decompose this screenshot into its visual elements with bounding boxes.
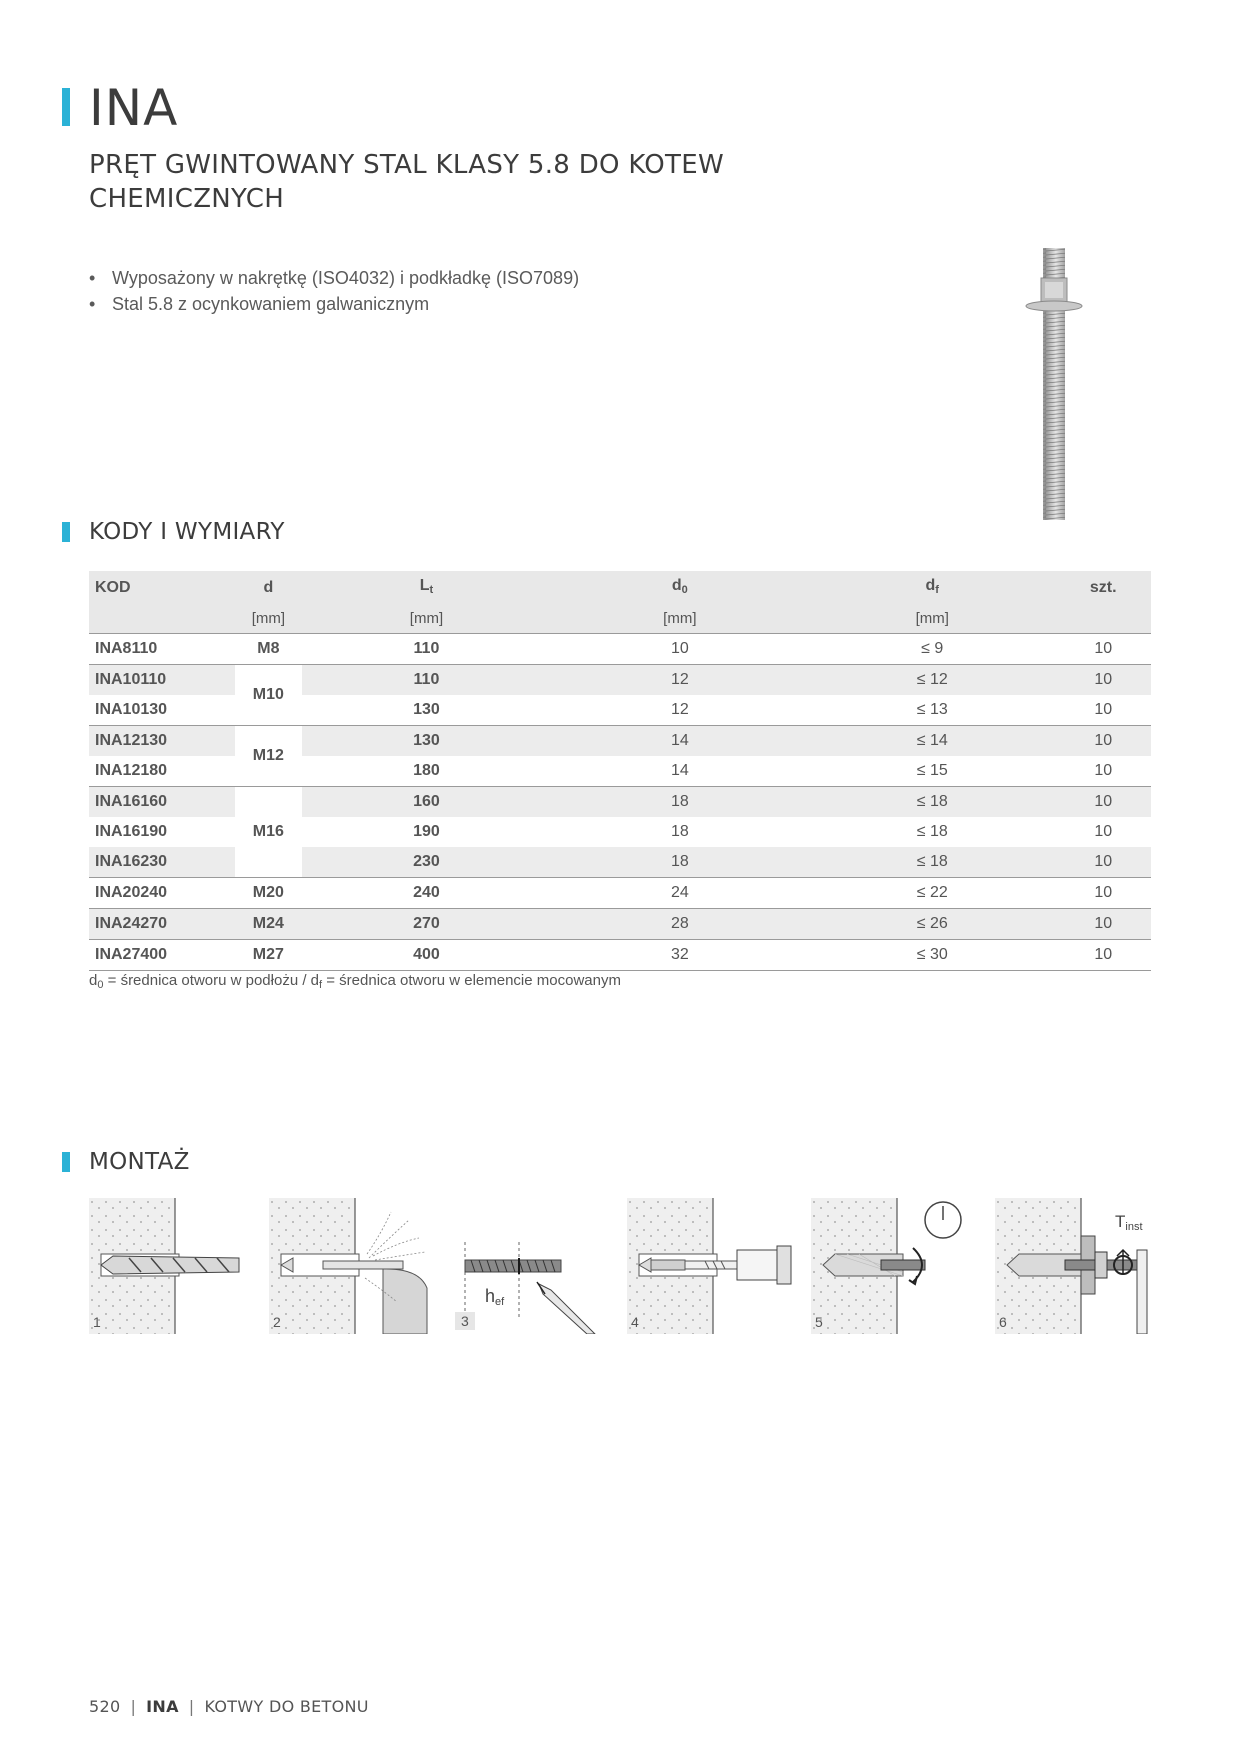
codes-dimensions-table	[89, 571, 1151, 971]
table-row: INA16230 230 18 ≤ 18 10	[89, 847, 1151, 878]
table-footnote: $d_0$ = średnica otworu w podłożu / $d_f$ = średnica otworu w elemencie mocowanym	[89, 972, 621, 991]
section-accent-bar	[62, 1152, 70, 1172]
assembly-step	[627, 1198, 799, 1334]
table-row: INA10130 130 12 ≤ 13 10	[89, 695, 1151, 726]
table-row: INA12130 M12 130 14 ≤ 14 10	[89, 726, 1151, 757]
step-number: 1	[93, 1314, 101, 1330]
tinst-label: $T_{inst}$	[1115, 1212, 1143, 1233]
table-row: INA27400 M27 400 32 ≤ 30 10	[89, 940, 1151, 971]
unit-d0: [mm]	[663, 610, 697, 627]
blow-out-hole-icon	[269, 1198, 439, 1334]
assembly-step	[269, 1198, 439, 1334]
unit-lt: [mm]	[409, 610, 444, 627]
table-row: INA16160 M16 160 18 ≤ 18 10	[89, 787, 1151, 818]
table-row: INA16190 190 18 ≤ 18 10	[95, 823, 1113, 840]
assembly-step	[811, 1198, 971, 1334]
section-title-assembly: MONTAŻ	[89, 1149, 190, 1175]
table-row: INA12180 180 14 ≤ 15 10	[89, 756, 1151, 787]
section-accent-bar	[62, 522, 70, 542]
page-title: INA	[89, 79, 179, 137]
step-number: 3	[455, 1312, 475, 1330]
assembly-step	[89, 1198, 249, 1334]
header-lt: $L_t$	[419, 577, 434, 596]
page-number: 520	[89, 1697, 121, 1716]
step-number: 2	[273, 1314, 281, 1330]
header-qty: szt.	[1089, 579, 1117, 596]
header-code: KOD	[95, 579, 131, 596]
inject-resin-icon	[627, 1198, 799, 1334]
assembly-steps	[89, 1198, 1151, 1334]
header-d0: $d_0$	[671, 577, 688, 596]
insert-rod-icon	[811, 1198, 971, 1334]
assembly-step	[455, 1198, 610, 1334]
hef-label: $h_{ef}$	[485, 1286, 505, 1308]
table-row: INA20240 M20 240 24 ≤ 22 10	[89, 878, 1151, 909]
feature-list	[89, 265, 579, 317]
mark-embedment-icon	[455, 1198, 610, 1334]
assembly-step	[995, 1198, 1155, 1334]
footer-brand: INA	[146, 1697, 179, 1716]
table-row: INA8110 M8 110 10 ≤ 9 10	[89, 634, 1151, 665]
unit-df: [mm]	[915, 610, 949, 627]
step-number: 5	[815, 1314, 823, 1330]
table-row: INA24270 M24 270 28 ≤ 26 10	[89, 909, 1151, 940]
header-df: $d_f$	[925, 577, 939, 596]
title-accent-bar	[62, 88, 70, 126]
footer-category: KOTWY DO BETONU	[204, 1697, 369, 1716]
table-row: INA10110 M10 110 12 ≤ 12 10	[89, 665, 1151, 696]
product-subtitle: PRĘT GWINTOWANY STAL KLASY 5.8 DO KOTEW CHEMICZNYCH	[89, 150, 724, 214]
section-title-codes: KODY I WYMIARY	[89, 519, 285, 545]
threaded-rod-image	[1024, 248, 1084, 520]
feature-item: • Stal 5.8 z ocynkowaniem galwanicznym	[89, 291, 579, 317]
page-footer: 520 | INA | KOTWY DO BETONU	[89, 1697, 369, 1716]
step-number: 4	[631, 1314, 639, 1330]
header-d: d	[263, 579, 274, 596]
feature-item: • Wyposażony w nakrętkę (ISO4032) i podkładkę (ISO7089)	[89, 265, 579, 291]
step-number: 6	[999, 1314, 1007, 1330]
drill-hole-icon	[89, 1198, 249, 1334]
unit-d: [mm]	[251, 610, 286, 627]
